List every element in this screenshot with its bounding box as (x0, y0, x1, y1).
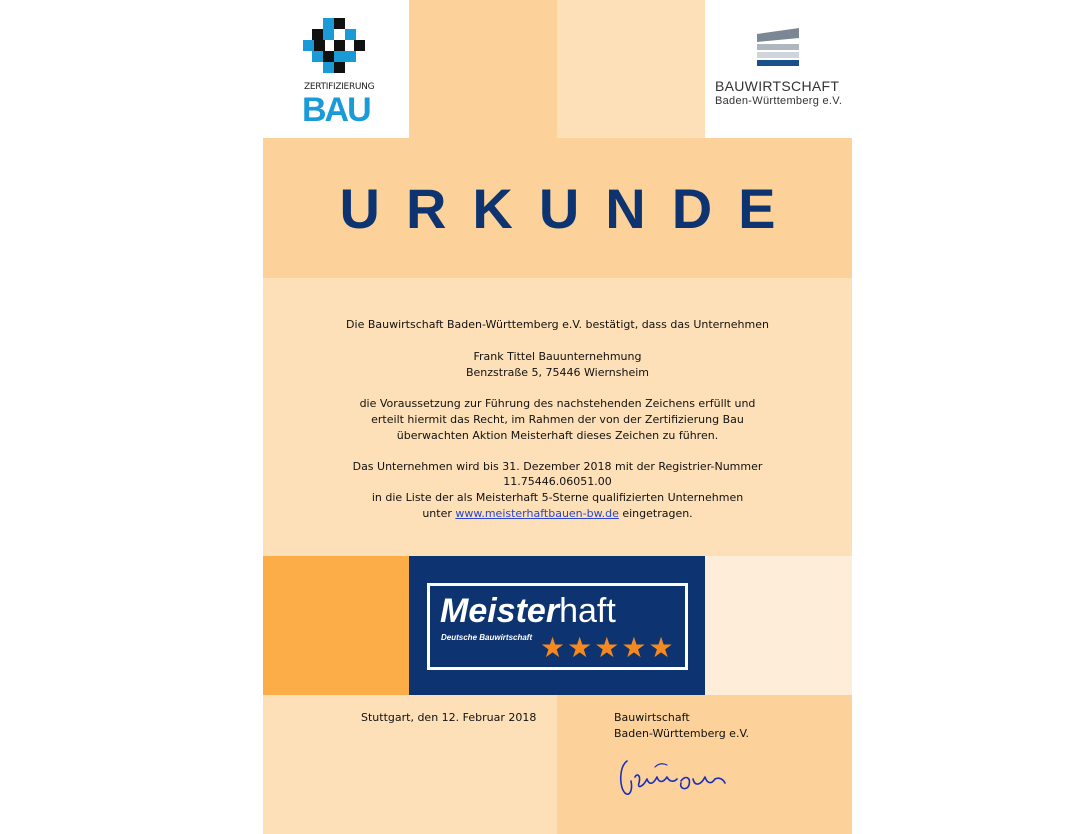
intro-text: Die Bauwirtschaft Baden-Württemberg e.V. bestätigt, dass das Unternehmen (346, 318, 769, 331)
issuer-line-1: Bauwirtschaft (614, 711, 690, 724)
company-name: Frank Tittel Bauunternehmung (473, 350, 642, 363)
header-band-middle-right (557, 0, 705, 138)
star-icon: ★ (567, 631, 593, 664)
badge-band-right (705, 556, 852, 695)
issuer-line-2: Baden-Württemberg e.V. (614, 727, 750, 740)
paragraph-1-line-2: erteilt hiermit das Recht, im Rahmen der von der Zertifizierung Bau (371, 413, 744, 426)
company-address: Benzstraße 5, 75446 Wiernsheim (465, 366, 650, 379)
logo-left-line1: ZERTIFIZIERUNG (304, 82, 375, 92)
meisterhaft-website-link[interactable]: www.meisterhaftbauen-bw.de (455, 507, 619, 520)
star-icon: ★ (594, 631, 620, 664)
star-icon: ★ (621, 631, 647, 664)
paragraph-2-line-3: in die Liste der als Meisterhaft 5-Sterne qualifizierten Unternehmen (371, 491, 744, 504)
meisterhaft-subtitle: Deutsche Bauwirtschaft (441, 633, 533, 642)
building-icon (757, 28, 799, 72)
header-band-middle-left (409, 0, 557, 138)
paragraph-2-suffix: eingetragen. (622, 507, 693, 520)
meisterhaft-word-bold: Meister (440, 592, 560, 630)
place-and-date: Stuttgart, den 12. Februar 2018 (361, 711, 537, 724)
paragraph-2-line-1: Das Unternehmen wird bis 31. Dezember 2018 mit der Registrier-Nummer (352, 460, 763, 473)
logo-right-line1: BAUWIRTSCHAFT (715, 78, 840, 94)
badge-band-left (263, 556, 409, 695)
paragraph-2-line-4 (263, 506, 852, 521)
logo-right-line2: Baden-Württemberg e.V. (715, 95, 843, 107)
logo-left-line2: BAU (302, 91, 370, 129)
handwritten-signature (615, 757, 730, 802)
star-rating (540, 631, 674, 664)
paragraph-1-line-1: die Voraussetzung zur Führung des nachstehenden Zeichens erfüllt und (359, 397, 756, 410)
paragraph-1-line-3: überwachten Aktion Meisterhaft dieses Zeichen zu führen. (396, 429, 719, 442)
cube-pattern-icon (303, 18, 365, 80)
registration-number: 11.75446.06051.00 (503, 475, 612, 488)
star-icon: ★ (540, 631, 566, 664)
meisterhaft-word-regular: haft (559, 592, 616, 630)
star-icon: ★ (648, 631, 674, 664)
meisterhaft-wordmark (440, 592, 616, 630)
paragraph-2-prefix: unter (422, 507, 452, 520)
document-title: URKUNDE (339, 176, 802, 240)
